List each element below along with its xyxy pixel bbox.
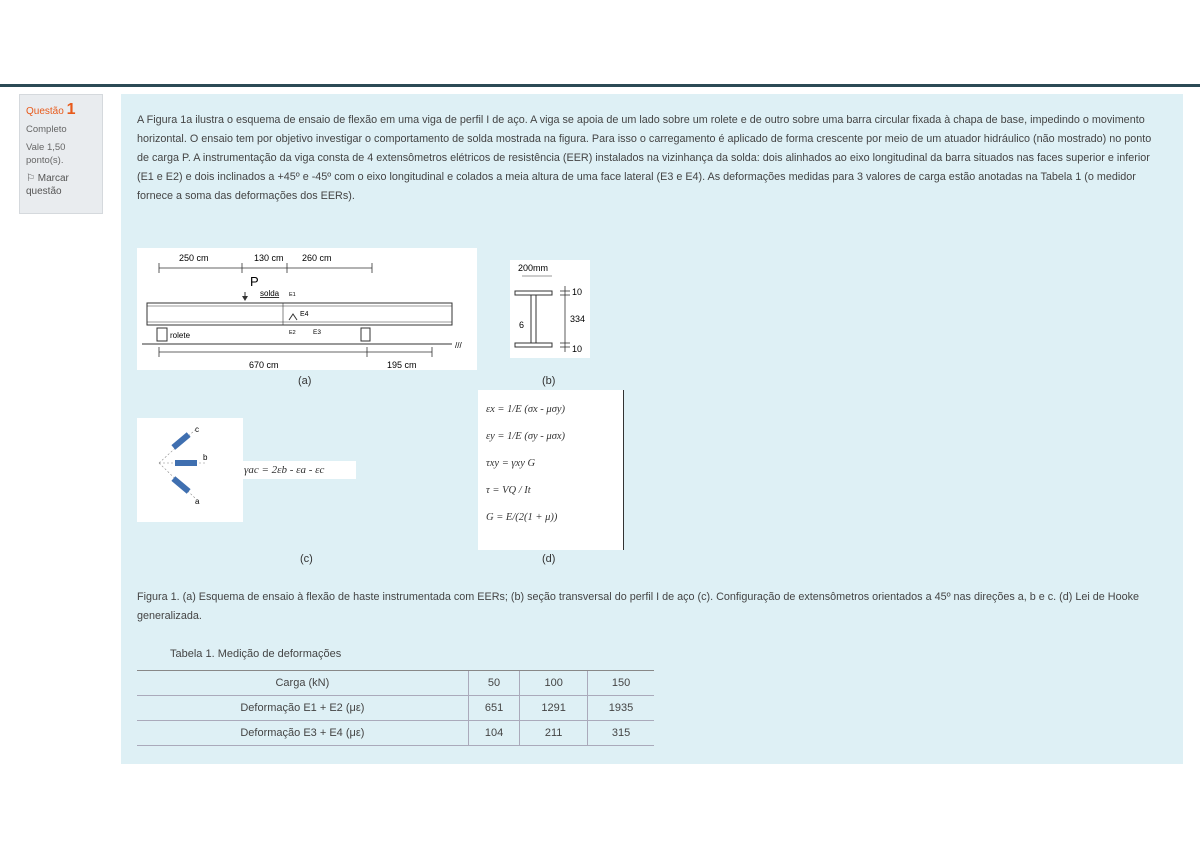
web-height-label: 334 [570,314,586,324]
shear-strain-eq: τxy = γxy G [486,458,536,469]
roller-label: rolete [170,331,191,340]
table-cell: 315 [588,721,654,746]
dim-bottom-2: 195 cm [387,360,417,370]
rosette-equation: γac = 2εb - εa - εc [242,461,356,479]
gauge-e3-label: E3 [313,329,321,336]
table-row [137,721,654,746]
flange-bottom-label: 10 [572,344,583,354]
rosette-c-label: c [195,425,199,434]
table-title: Tabela 1. Medição de deformações [170,648,342,660]
strain-table [137,670,654,746]
hooke-eq-x: εx = 1/E (σx - μσy) [486,404,566,415]
header-cell: 100 [520,671,588,696]
question-status: Completo [26,124,67,135]
flange-top-label: 10 [572,287,583,297]
header-cell: Carga (kN) [137,671,468,696]
gauge-e4-label: E4 [300,311,309,318]
figure-d [478,390,624,550]
table-cell: Deformação E3 + E4 (με) [137,721,468,746]
beam-diagram [137,248,477,370]
rosette-a-label: a [195,497,200,506]
header-cell: 150 [588,671,654,696]
shear-modulus-eq: G = E/(2(1 + μ)) [486,512,558,523]
figure-a [137,248,477,370]
table-header-row [137,671,654,696]
table-cell: Deformação E1 + E2 (με) [137,696,468,721]
figure-c [137,418,243,522]
section-width-label: 200mm [518,263,549,273]
table-row [137,696,654,721]
gauge-e1-label: E1 [289,292,296,298]
flag-icon: ⚐ [26,173,35,184]
ground-hatch-icon: /// [455,341,462,350]
question-text: A Figura 1a ilustra o esquema de ensaio de flexão em uma viga de perfil I de aço. A viga se apoia de um lado sobre um rolete e de outro sobre uma barra circular fixada à chapa de base, impedindo o movimento horizontal. O ensaio tem por objetivo investigar o comportamento de solda mostrada na figura. Para isso o carregamento é aplicado de forma crescente por meio de um atuador hidráulico (não mostrado) no ponto de carga P. A instrumentação da viga consta de 4 extensômetros elétricos de resistência (EER) instalados na vizinhança da solda: dois alinhados ao eixo longitudinal da barra situados nas faces superior e inferior (E1 e E2) e dois inclinados a +45º e -45º com o eixo longitudinal e colados a meia altura de uma face lateral (E3 e E4). As deformações medidas para 3 valores de carga estão anotadas na Tabela 1 (o medidor fornece a soma das deformações dos EERs). [137,114,1152,202]
i-section-diagram [510,260,590,358]
top-divider [0,84,1200,87]
load-p-label: P [250,274,259,289]
table-cell: 651 [468,696,519,721]
weld-label: solda [260,289,280,298]
table-cell: 1935 [588,696,654,721]
flag-question-link[interactable]: ⚐ Marcar questão [26,173,69,197]
figure-caption: Figura 1. (a) Esquema de ensaio à flexão de haste instrumentada com EERs; (b) seção transversal do perfil I de aço (c). Configuração de extensômetros orientados a 45º nas direções a, b e c. (d) Lei de Hooke generalizada. [137,591,1139,622]
dim-top-2: 130 cm [254,253,284,263]
rosette-diagram [137,418,243,522]
figure-b-label: (b) [542,375,556,387]
hooke-eq-y: εy = 1/E (σy - μσx) [486,431,566,442]
gauge-e2-label: E2 [289,330,296,336]
question-info-panel [19,94,103,214]
figure-d-label: (d) [542,553,556,565]
figure-c-label: (c) [300,553,313,565]
dim-top-1: 250 cm [179,253,209,263]
figure-a-label: (a) [298,375,312,387]
table-cell: 1291 [520,696,588,721]
table-cell: 104 [468,721,519,746]
figure-b [510,260,590,358]
header-cell: 50 [468,671,519,696]
shear-stress-eq: τ = VQ / It [486,485,531,496]
question-content [121,94,1183,764]
table-cell: 211 [520,721,588,746]
dim-bottom-1: 670 cm [249,360,279,370]
question-number: Questão 1 [26,101,76,118]
dim-top-3: 260 cm [302,253,332,263]
rosette-b-label: b [203,453,208,462]
question-grade: Vale 1,50 ponto(s). [26,142,66,166]
web-thickness-label: 6 [519,320,525,330]
